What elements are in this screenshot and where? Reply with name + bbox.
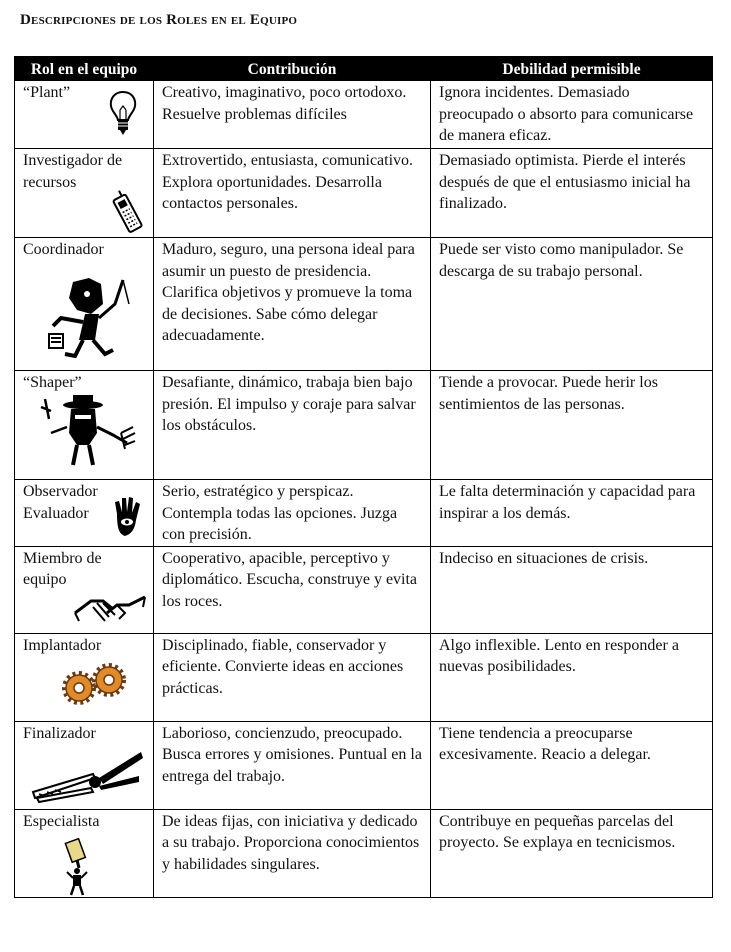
gears-icon	[59, 662, 129, 706]
role-cell	[15, 633, 154, 721]
role-name: Miembro de equipo	[23, 549, 102, 588]
role-name: Implantador	[23, 636, 102, 654]
pliers-icon	[29, 748, 145, 804]
table-row	[15, 633, 713, 721]
weakness-cell: Tiene tendencia a preocuparse excesivamente. Reacio a delegar.	[431, 721, 713, 809]
hand-eye-icon	[111, 494, 145, 540]
contribution-cell: Creativo, imaginativo, poco ortodoxo. Resuelve problemas difíciles	[154, 81, 431, 149]
role-name: Observador Evaluador	[23, 483, 98, 522]
weakness-cell: Algo inflexible. Lento en responder a nuevas posibilidades.	[431, 633, 713, 721]
contribution-cell: Extrovertido, entusiasta, comunicativo. Explora oportunidades. Desarrolla contactos personales.	[154, 149, 431, 238]
weakness-cell: Indeciso en situaciones de crisis.	[431, 546, 713, 633]
table-row	[15, 149, 713, 238]
pitchfork-figure-icon	[37, 393, 137, 469]
role-name: Especialista	[23, 812, 100, 830]
role-cell	[15, 546, 154, 633]
role-cell	[15, 809, 154, 897]
weakness-cell: Le falta determinación y capacidad para inspirar a los demás.	[431, 480, 713, 547]
role-cell	[15, 721, 154, 809]
table-row	[15, 809, 713, 897]
lightbulb-icon	[107, 89, 139, 139]
contribution-cell: Disciplinado, fiable, conservador y eficiente. Convierte ideas en acciones prácticas.	[154, 633, 431, 721]
table-row	[15, 480, 713, 547]
header-contribution: Contribución	[154, 57, 431, 81]
role-name: “Plant”	[23, 84, 71, 101]
table-row	[15, 721, 713, 809]
contribution-cell: Cooperativo, apacible, perceptivo y diplomático. Escucha, construye y evita los roces.	[154, 546, 431, 633]
role-name: Investigador de recursos	[23, 152, 123, 191]
table-row	[15, 546, 713, 633]
weakness-cell: Ignora incidentes. Demasiado preocupado o absorto para comunicarse de manera eficaz.	[431, 81, 713, 149]
handshake-icon	[73, 591, 147, 625]
table-row	[15, 81, 713, 149]
role-cell	[15, 371, 154, 480]
contribution-cell: Maduro, seguro, una persona ideal para asumir un puesto de presidencia. Clarifica objetivos y promueve la toma de decisiones. Sabe cómo delegar adecuadamente.	[154, 238, 431, 371]
table-row	[15, 238, 713, 371]
contribution-cell: Laborioso, concienzudo, preocupado. Busca errores y omisiones. Puntual en la entrega del trabajo.	[154, 721, 431, 809]
table-header-row	[15, 57, 713, 81]
role-cell	[15, 238, 154, 371]
torch-figure-icon	[55, 838, 99, 896]
role-cell	[15, 149, 154, 238]
header-role: Rol en el equipo	[15, 57, 154, 81]
role-name: Coordinador	[23, 241, 104, 258]
role-cell	[15, 480, 154, 547]
contribution-cell: Desafiante, dinámico, trabaja bien bajo presión. El impulso y coraje para salvar los obstáculos.	[154, 371, 431, 480]
role-name: Finalizador	[23, 724, 96, 742]
weakness-cell: Puede ser visto como manipulador. Se descarga de su trabajo personal.	[431, 238, 713, 371]
contribution-cell: De ideas fijas, con iniciativa y dedicado a su trabajo. Proporciona conocimientos y habilidades singulares.	[154, 809, 431, 897]
role-name: “Shaper”	[23, 374, 82, 391]
mobile-phone-icon	[111, 189, 145, 235]
weakness-cell: Demasiado optimista. Pierde el interés después de que el entusiasmo inicial ha finalizado.	[431, 149, 713, 238]
conductor-figure-icon	[43, 274, 133, 362]
table-row	[15, 371, 713, 480]
page-title: Descripciones de los Roles en el Equipo	[20, 12, 298, 28]
roles-table	[14, 56, 713, 898]
weakness-cell: Tiende a provocar. Puede herir los sentimientos de las personas.	[431, 371, 713, 480]
role-cell	[15, 81, 154, 149]
header-weakness: Debilidad permisible	[431, 57, 713, 81]
weakness-cell: Contribuye en pequeñas parcelas del proyecto. Se explaya en tecnicismos.	[431, 809, 713, 897]
contribution-cell: Serio, estratégico y perspicaz. Contempla todas las opciones. Juzga con precisión.	[154, 480, 431, 547]
